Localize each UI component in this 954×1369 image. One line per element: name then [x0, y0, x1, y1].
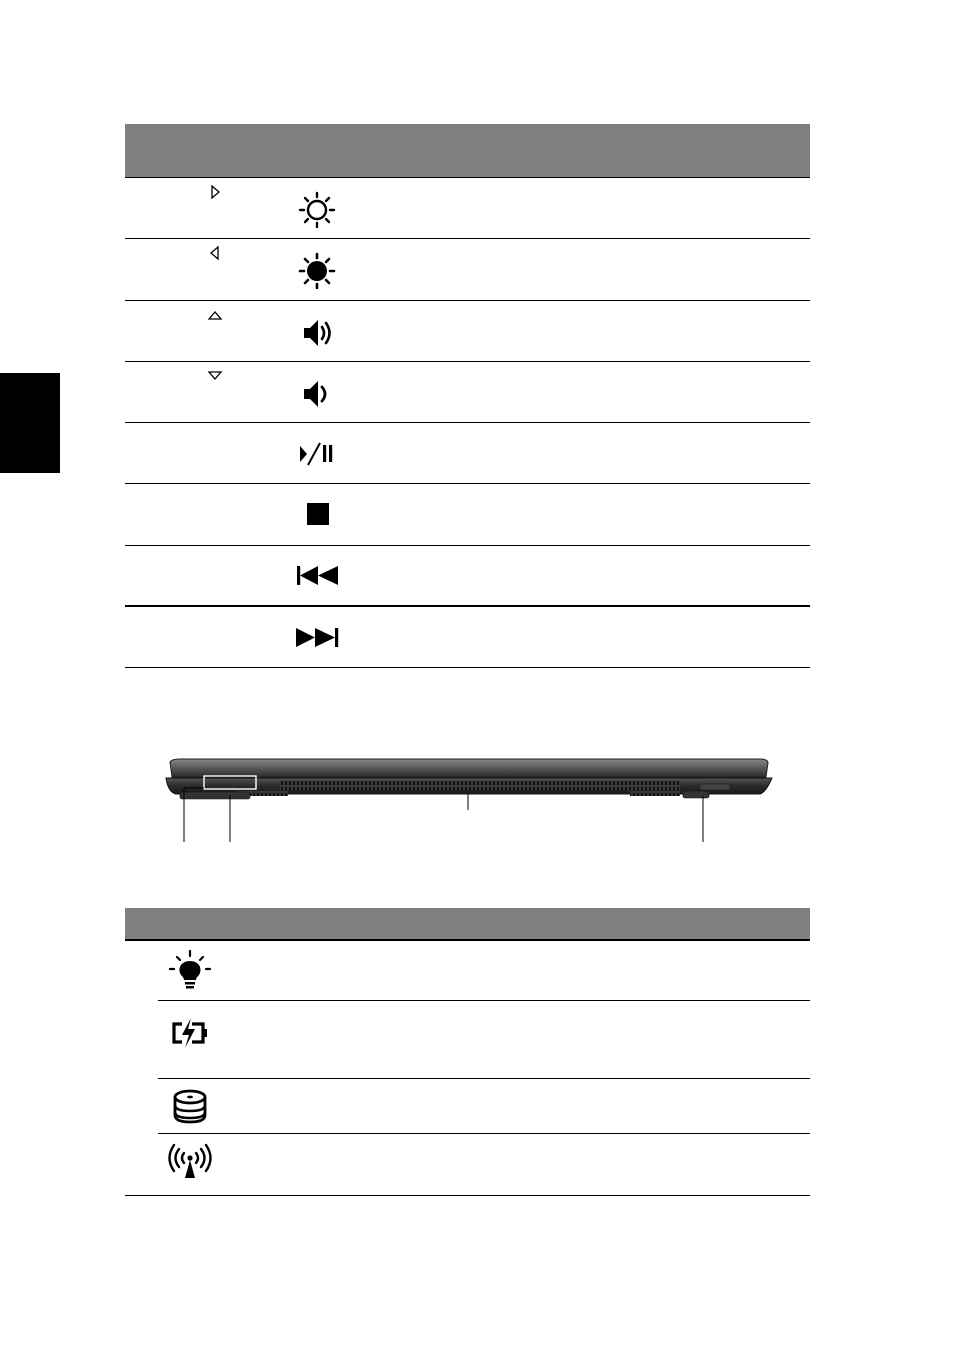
brightness-down-icon — [295, 249, 339, 289]
indicator-row-hdd — [158, 1079, 810, 1134]
triangle-right-icon — [207, 184, 223, 200]
indicator-row-power — [158, 941, 810, 1001]
wireless-icon — [168, 1142, 212, 1186]
triangle-down-icon — [207, 368, 223, 384]
triangle-up-icon — [207, 307, 223, 323]
hotkey-row-stop — [125, 484, 810, 545]
side-chapter-tab — [0, 373, 60, 473]
hotkey-row-next — [125, 607, 810, 668]
battery-charge-icon — [168, 1011, 212, 1055]
volume-up-icon — [295, 311, 339, 351]
hotkey-row-brightness-down — [125, 239, 810, 300]
previous-icon — [295, 556, 339, 596]
hotkey-row-volume-down — [125, 362, 810, 423]
hotkey-row-brightness-up — [125, 178, 810, 239]
next-icon — [295, 617, 339, 657]
hotkey-row-volume-up — [125, 301, 810, 362]
brightness-up-icon — [295, 188, 339, 228]
indicator-row-wireless — [125, 1134, 810, 1196]
hotkey-table-header — [125, 124, 810, 178]
power-indicator-icon — [168, 949, 212, 993]
indicator-table — [125, 908, 810, 1196]
indicator-table-header — [125, 908, 810, 941]
hotkey-row-play-pause — [125, 423, 810, 484]
hotkey-row-previous — [125, 546, 810, 607]
hdd-icon — [168, 1085, 212, 1129]
laptop-front-view-illustration — [160, 750, 780, 850]
indicator-row-battery — [158, 1001, 810, 1079]
stop-icon — [295, 494, 339, 534]
volume-down-icon — [295, 372, 339, 412]
play-pause-icon — [295, 433, 339, 473]
triangle-left-icon — [207, 245, 223, 261]
hotkey-table — [125, 124, 810, 668]
